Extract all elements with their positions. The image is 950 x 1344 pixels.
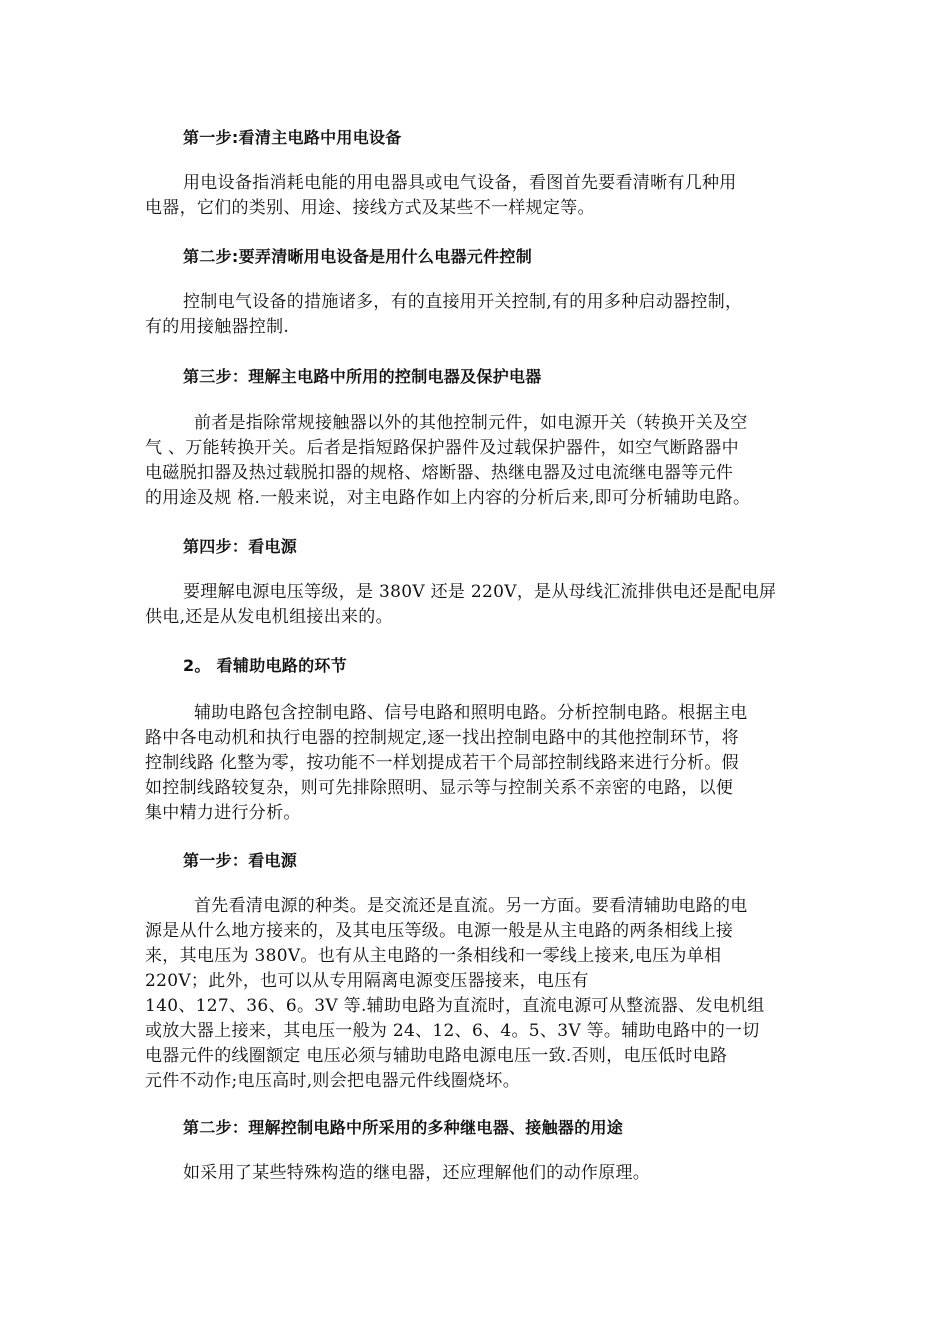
section-heading: 第三步：理解主电路中所用的控制电器及保护电器 (183, 367, 542, 386)
paragraph-line: 供电,还是从发电机组接出来的。 (145, 607, 393, 627)
paragraph-line: 首先看清电源的种类。是交流还是直流。另一方面。要看清辅助电路的电 (194, 896, 748, 916)
paragraph-line: 电磁脱扣器及热过载脱扣器的规格、熔断器、热继电器及过电流继电器等元件 (145, 463, 734, 483)
paragraph-line: 如采用了某些特殊构造的继电器，还应理解他们的动作原理。 (183, 1163, 651, 1183)
section-heading: 第二步：理解控制电路中所采用的多种继电器、接触器的用途 (183, 1118, 624, 1137)
paragraph-line: 辅助电路包含控制电路、信号电路和照明电路。分析控制电路。根据主电 (194, 703, 748, 723)
section-heading: 第一步：看电源 (183, 851, 298, 870)
paragraph-line: 来，其电压为 380V。也有从主电路的一条相线和一零线上接来,电压为单相 (145, 946, 722, 966)
paragraph-line: 的用途及规 格.一般来说，对主电路作如上内容的分析后来,即可分析辅助电路。 (145, 488, 751, 508)
paragraph-line: 路中各电动机和执行电器的控制规定,逐一找出控制电路中的其他控制环节，将 (145, 728, 739, 748)
paragraph-line: 前者是指除常规接触器以外的其他控制元件，如电源开关（转换开关及空 (194, 413, 748, 433)
paragraph-line: 或放大器上接来，其电压一般为 24、12、6、4。5、3V 等。辅助电路中的一切 (145, 1021, 760, 1041)
paragraph-line: 如控制线路较复杂，则可先排除照明、显示等与控制关系不亲密的电路，以便 (145, 778, 734, 798)
paragraph-line: 元件不动作;电压高时,则会把电器元件线圈烧坏。 (145, 1071, 521, 1091)
paragraph-line: 源是从什么地方接来的，及其电压等级。电源一般是从主电路的两条相线上接 (145, 921, 734, 941)
section-heading: 第二步:要弄清晰用电设备是用什么电器元件控制 (183, 247, 532, 266)
paragraph-line: 有的用接触器控制. (145, 317, 290, 337)
paragraph-line: 电器元件的线圈额定 电压必须与辅助电路电源电压一致.否则，电压低时电路 (145, 1046, 728, 1066)
paragraph-line: 气 、万能转换开关。后者是指短路保护器件及过载保护器件，如空气断路器中 (145, 438, 739, 458)
paragraph-line: 控制电气设备的措施诸多，有的直接用开关控制,有的用多种启动器控制， (183, 292, 743, 312)
paragraph-line: 集中精力进行分析。 (145, 803, 301, 823)
paragraph-line: 要理解电源电压等级，是 380V 还是 220V，是从母线汇流排供电还是配电屏 (183, 582, 777, 602)
paragraph-line: 电器，它们的类别、用途、接线方式及某些不一样规定等。 (145, 198, 595, 218)
paragraph-line: 用电设备指消耗电能的用电器具或电气设备，看图首先要看清晰有几种用 (183, 173, 737, 193)
section-heading: 第一步:看清主电路中用电设备 (183, 128, 402, 147)
paragraph-line: 控制线路 化整为零，按功能不一样划提成若干个局部控制线路来进行分析。假 (145, 753, 739, 773)
section-heading: 2。 看辅助电路的环节 (183, 656, 348, 675)
paragraph-line: 220V；此外，也可以从专用隔离电源变压器接来，电压有 (145, 971, 589, 991)
paragraph-line: 140、127、36、6。3V 等.辅助电路为直流时，直流电源可从整流器、发电机组 (145, 996, 765, 1016)
section-heading: 第四步：看电源 (183, 537, 298, 556)
